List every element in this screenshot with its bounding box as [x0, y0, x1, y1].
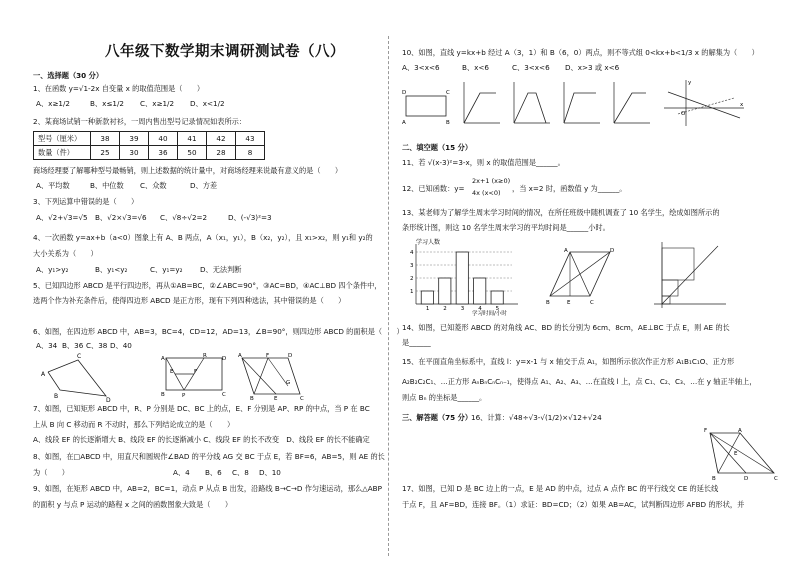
label-b: B	[54, 393, 59, 400]
label-a: A	[738, 428, 742, 434]
q3-option-d: D、(-√3)²=3	[228, 213, 272, 222]
table-cell: 38	[91, 132, 120, 146]
question-4: 4、一次函数 y=ax+b（a<0）图象上有 A、B 两点，A（x₁，y₁），B（x₂，y₂），且 x₁>x₂，则 y₁和 y₂的	[33, 233, 373, 242]
label-d: D	[288, 353, 293, 359]
label-b: B	[161, 392, 165, 398]
question-5-cont: 选两个作为补充条件后，使得四边形 ABCD 是正方形，现有下列四种选法，其中错误的是（ ）	[33, 296, 346, 305]
x-tick-label: 5	[495, 306, 500, 312]
x-tick-label: 2	[443, 306, 447, 312]
x-tick-label: 1	[425, 306, 430, 312]
label-b: B	[712, 476, 716, 482]
q4-option-d: D、无法判断	[200, 265, 242, 274]
y-tick-label: 1	[410, 289, 414, 295]
table-cell: 30	[120, 146, 149, 160]
q8-option-a: A、4	[173, 468, 190, 477]
question-12-cont: ，当 x=2 时，函数值 y 为______。	[512, 184, 627, 193]
question-5: 5、已知四边形 ABCD 是平行四边形，再从①AB=BC，②∠ABC=90°，③AC=BD，④AC⊥BD 四个条件中，	[33, 281, 382, 290]
q8-option-b: B、6	[205, 468, 222, 477]
q2-option-a: A、平均数	[36, 181, 70, 190]
label-a: A	[402, 120, 406, 126]
y-tick-label: 3	[410, 263, 414, 269]
label-f: F	[704, 428, 708, 434]
table-cell: 40	[149, 132, 178, 146]
section-choice-heading: 一、选择题（30 分）	[33, 71, 104, 80]
label-d: D	[402, 90, 407, 96]
question-17-cont: 于点 F，且 AF=BD，连接 BF。（1）求证：BD=CD；（2）如果 AB=AC，试判断四边形 AFBD 的形状，并	[402, 500, 745, 509]
q4-option-c: C、y₁=y₂	[150, 265, 183, 274]
q2-option-c: C、众数	[140, 181, 167, 190]
section-fill-heading: 二、填空题（15 分）	[402, 143, 473, 152]
bar	[491, 291, 503, 304]
q10-option-b: B、x<6	[462, 63, 489, 72]
question-3: 3、下列运算中错误的是（ ）	[33, 197, 139, 206]
study-time-bar-chart	[402, 236, 522, 316]
question-13: 13、某老师为了解学生周末学习时间的情况，在所任班级中随机调查了 10 名学生，绘成如图所示的	[402, 208, 720, 217]
label-b: B	[446, 120, 450, 126]
question-6: 6、如图，在四边形 ABCD 中，AB=3，BC=4，CD=12，AD=13，∠B=90°，则四边形 ABCD 的面积是（ ）	[33, 327, 404, 336]
label-a: A	[41, 371, 46, 378]
question-14-cont: 是______	[402, 338, 431, 347]
table-cell: 42	[207, 132, 236, 146]
bar	[421, 291, 433, 304]
q3-option-b: B、√2×√3=√6	[95, 213, 147, 222]
x-tick-label: 3	[460, 306, 465, 312]
label-d: D	[610, 248, 615, 254]
q2-option-b: B、中位数	[90, 181, 124, 190]
q8-option-c: C、8	[232, 468, 249, 477]
question-16: 16、计算：√48÷√3-√(1/2)×√12+√24	[471, 413, 602, 422]
label-d: D	[106, 397, 111, 404]
question-11: 11、若 √(x-3)²=3-x，则 x 的取值范围是______。	[402, 158, 565, 167]
question-7-options: A、线段 EF 的长逐渐增大 B、线段 EF 的长逐渐减小 C、线段 EF 的长不改变 D、线段 EF 的长不能确定	[33, 435, 370, 444]
y-tick-label: 2	[410, 276, 414, 282]
q12-piece-2: 4x (x<0)	[472, 189, 501, 197]
question-15-cont2: 则点 Bₙ 的坐标是______。	[402, 393, 487, 402]
question-14: 14、如图，已知菱形 ABCD 的对角线 AC、BD 的长分别为 6cm、8cm，AE⊥BC 于点 E，则 AE 的长	[402, 323, 730, 332]
y-tick-label: 4	[410, 250, 414, 256]
label-d: D	[744, 476, 749, 482]
figure-q15-squares	[650, 238, 730, 310]
chart-xlabel: 学习时间/小时	[472, 311, 507, 317]
label-c: C	[300, 396, 304, 402]
graph-option-c	[564, 82, 600, 123]
question-8-cont: 为（ ）	[33, 468, 69, 477]
q8-option-d: D、10	[259, 468, 281, 477]
graph-option-b	[514, 82, 550, 123]
label-c: C	[774, 476, 778, 482]
table-row	[34, 146, 265, 160]
q6-option-b: B、36	[62, 341, 84, 350]
label-y: y	[688, 80, 692, 86]
label-o: O	[681, 111, 686, 117]
bar	[456, 252, 468, 304]
q10-option-d: D、x>3 或 x<6	[565, 63, 620, 72]
label-f: F	[266, 353, 270, 359]
q6-option-d: D、40	[110, 341, 132, 350]
label-d: D	[222, 356, 227, 362]
q3-option-c: C、√8÷√2=2	[160, 213, 208, 222]
x-tick-label: 4	[478, 306, 482, 312]
figure-q14-rhombus	[540, 246, 620, 308]
section-answer-heading: 三、解答题（75 分）	[402, 413, 473, 422]
question-4-cont: 大小关系为（ ）	[33, 249, 98, 258]
label-c: C	[446, 90, 450, 96]
label-e: E	[170, 369, 174, 375]
figure-q7-rectangle	[160, 352, 228, 398]
table-cell: 41	[178, 132, 207, 146]
table-cell: 28	[207, 146, 236, 160]
figure-q9-q10-graphs	[402, 78, 782, 133]
table-cell: 8	[236, 146, 265, 160]
question-9-cont: 的面积 y 与点 P 运动的路程 x 之间的函数图象大致是（ ）	[33, 500, 233, 509]
q1-option-b: B、x≤1/2	[90, 99, 124, 108]
question-15-cont: A₂B₂C₂C₁、…正方形 AₙBₙCₙCₙ₋₁，使得点 A₁、A₂、A₃、…在直线 l 上，点 C₁、C₂、C₃、…在 y 轴正半轴上，	[402, 377, 757, 386]
table-row	[34, 132, 265, 146]
chart-ylabel: 学习人数	[416, 239, 441, 246]
label-r: R	[203, 353, 207, 359]
table-cell: 36	[149, 146, 178, 160]
question-2: 2、某商场试销一种新款衬衫，一周内售出型号记录情况如表所示：	[33, 117, 247, 126]
graph-q10-line	[664, 80, 744, 126]
question-15: 15、在平面直角坐标系中，直线 l：y=x-1 与 x 轴交于点 A₁，如图所示依次作正方形 A₁B₁C₁O、正方形	[402, 357, 735, 366]
question-9: 9、如图，在矩形 ABCD 中，AB=2，BC=1，动点 P 从点 B 出发，沿路线 B→C→D 作匀速运动，那么△ABP	[33, 484, 382, 493]
label-g: G	[286, 380, 291, 386]
column-divider	[388, 36, 390, 556]
q10-option-a: A、3<x<6	[402, 63, 440, 72]
label-a: A	[161, 356, 165, 362]
shirt-sales-table	[33, 131, 265, 160]
table-header: 型号（厘米）	[34, 132, 91, 146]
q2-option-d: D、方差	[190, 181, 218, 190]
table-cell: 39	[120, 132, 149, 146]
label-c: C	[77, 353, 82, 360]
exam-title: 八年级下数学期末调研测试卷（八）	[105, 43, 345, 60]
label-f: F	[194, 369, 198, 375]
q4-option-b: B、y₁<y₂	[95, 265, 128, 274]
q1-option-a: A、x≥1/2	[36, 99, 70, 108]
q12-piece-1: 2x+1 (x≥0)	[472, 177, 511, 185]
question-17: 17、如图，已知 D 是 BC 边上的一点，E 是 AD 的中点，过点 A 点作 BC 的平行线交 CE 的延长线	[402, 484, 719, 493]
question-12: 12、已知函数：y=	[402, 184, 465, 193]
question-13-cont: 条形统计图，则这 10 名学生周末学习的平均时间是______小时。	[402, 223, 610, 232]
label-a: A	[238, 353, 242, 359]
bar	[439, 278, 451, 304]
q1-option-c: C、x≥1/2	[140, 99, 175, 108]
question-2-prompt: 商场经理要了解哪种型号最畅销，则上述数据的统计量中，对商场经理来说最有意义的是（ ）	[33, 166, 343, 175]
bar	[474, 278, 486, 304]
graph-option-a	[464, 82, 500, 123]
q6-option-c: C、38	[86, 341, 108, 350]
graph-option-d	[614, 82, 650, 123]
q1-option-d: D、x<1/2	[190, 99, 225, 108]
table-cell: 25	[91, 146, 120, 160]
q4-option-a: A、y₁>y₂	[36, 265, 69, 274]
figure-q6-quadrilateral	[40, 350, 111, 404]
label-b: B	[546, 300, 550, 306]
question-7-cont: 上从 B 向 C 移动而 R 不动时，那么下列结论成立的是（ ）	[33, 420, 235, 429]
table-cell: 43	[236, 132, 265, 146]
question-1: 1、在函数 y=√1-2x 自变量 x 的取值范围是（ ）	[33, 84, 205, 93]
label-e: E	[274, 396, 278, 402]
label-c: C	[590, 300, 594, 306]
label-p: P	[182, 393, 186, 399]
figure-q17-quadrilateral	[704, 425, 782, 481]
question-7: 7、如图，已知矩形 ABCD 中，R、P 分别是 DC、BC 上的点，E、F 分别是 AP、RP 的中点，当 P 在 BC	[33, 404, 370, 413]
label-a: A	[564, 248, 568, 254]
label-e: E	[734, 451, 738, 457]
table-cell: 50	[178, 146, 207, 160]
question-8: 8、如图，在□ABCD 中，用直尺和圆规作∠BAD 的平分线 AG 交 BC 于点 E，若 BF=6，AB=5，则 AE 的长	[33, 452, 385, 461]
q10-option-c: C、3<x<6	[512, 63, 550, 72]
table-header: 数量（件）	[34, 146, 91, 160]
q3-option-a: A、√2+√3=√5	[36, 213, 88, 222]
question-10: 10、如图，直线 y=kx+b 经过 A（3，1）和 B（6，0）两点，则不等式组 0<kx+b<1/3 x 的解集为（ ）	[402, 48, 759, 57]
figure-q8-parallelogram	[238, 352, 304, 400]
q6-option-a: A、34	[36, 341, 58, 350]
label-x: x	[740, 102, 744, 108]
label-e: E	[567, 300, 571, 306]
label-b: B	[250, 396, 254, 402]
label-c: C	[222, 392, 226, 398]
